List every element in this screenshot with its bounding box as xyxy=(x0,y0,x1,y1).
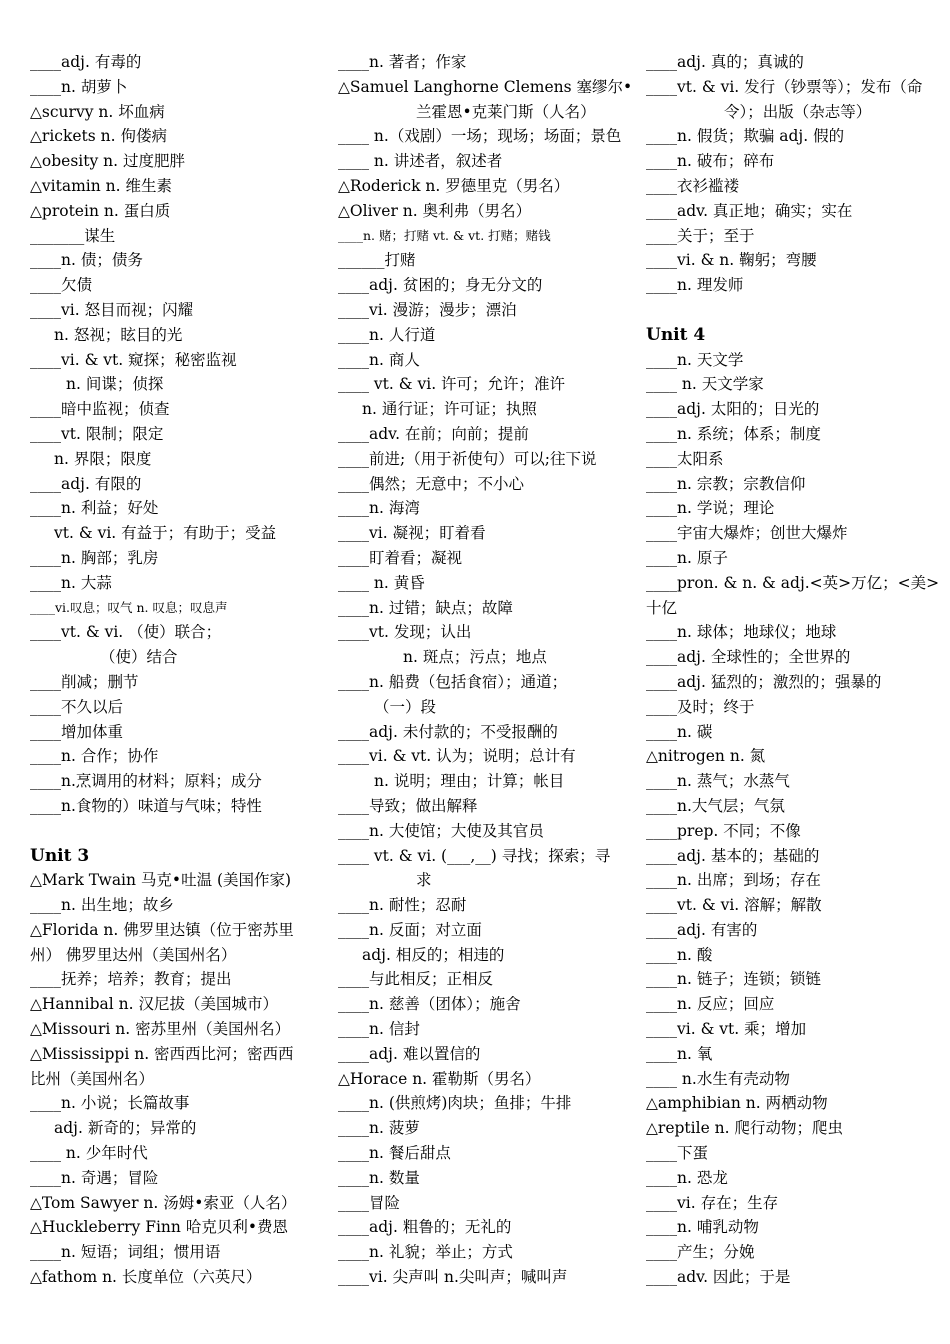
vocab-line: ____n. 海湾 xyxy=(338,499,420,518)
vocab-line: △reptile n. 爬行动物；爬虫 xyxy=(646,1119,844,1138)
vocab-line: ____n. 赌；打赌 vt. & vt. 打赌；赌钱 xyxy=(338,227,551,243)
vocab-line: n. 通行证；许可证；执照 xyxy=(362,400,537,419)
vocab-line: △Samuel Langhorne Clemens 塞缪尔• xyxy=(338,77,633,96)
vocab-line: ____vi. & vt. 乘；增加 xyxy=(646,1020,807,1039)
vocab-line: vt. & vi. 有益于；有助于；受益 xyxy=(54,524,277,543)
vocab-line: ____n. 破布；碎布 xyxy=(646,152,775,171)
vocab-line: ____n. 出席；到场；存在 xyxy=(646,871,821,890)
vocab-line: ______打赌 xyxy=(338,251,416,270)
vocab-line: ____vt. 限制；限定 xyxy=(30,424,164,443)
vocab-line: ____前进;（用于祈使句）可以;往下说 xyxy=(338,449,597,468)
vocab-line: ____偶然；无意中；不小心 xyxy=(338,474,525,493)
vocab-line: _______谋生 xyxy=(30,226,116,245)
vocab-line: ____暗中监视；侦查 xyxy=(30,400,170,419)
vocab-line: ____n. 氧 xyxy=(646,1044,713,1063)
vocab-line: n. 界限；限度 xyxy=(54,449,152,468)
vocab-line: ____n. 反面；对立面 xyxy=(338,920,482,939)
blank-line xyxy=(646,298,931,323)
vocab-line: ____vi.叹息；叹气 n. 叹息；叹息声 xyxy=(30,599,228,615)
vocab-line: ____adj. 全球性的；全世界的 xyxy=(646,648,851,667)
vocab-line: ____n. 胡萝卜 xyxy=(30,77,128,96)
vocab-line: ____宇宙大爆炸；创世大爆炸 xyxy=(646,524,848,543)
vocab-line: n. 说明；理由；计算；帐目 xyxy=(374,772,565,791)
unit-heading: Unit 4 xyxy=(646,324,706,345)
vocab-line: ____vi. & vt. 窥探；秘密监视 xyxy=(30,350,237,369)
vocab-line: ____adj. 基本的；基础的 xyxy=(646,846,820,865)
vocab-line: ____n. (供煎烤)肉块；鱼排；牛排 xyxy=(338,1094,572,1113)
vocab-line: ____ n. 天文学家 xyxy=(646,375,764,394)
vocab-line: 兰霍恩•克莱门斯（人名） xyxy=(416,102,596,121)
vocab-line: ____ n. 黄昏 xyxy=(338,573,425,592)
vocab-line: ____vt. & vi. 发行（钞票等）；发布（命 xyxy=(646,77,923,96)
vocab-line: ____n. 假货；欺骗 adj. 假的 xyxy=(646,127,845,146)
vocab-line: ____n. 哺乳动物 xyxy=(646,1218,759,1237)
vocab-line: ____n. 菠萝 xyxy=(338,1119,420,1138)
vocab-line: ____vt. & vi. （使）联合； xyxy=(30,623,222,642)
vocab-line: ____ vt. & vi. (___,__) 寻找；探索；寻 xyxy=(338,846,611,865)
vocab-line: （使）结合 xyxy=(100,648,178,667)
vocab-line: ____n. 信封 xyxy=(338,1020,420,1039)
vocab-line: ____adj. 难以置信的 xyxy=(338,1044,481,1063)
vocab-line: n. 斑点；污点；地点 xyxy=(403,648,547,667)
vocab-line: ____n. 恐龙 xyxy=(646,1168,728,1187)
vocab-line: ____vt. 发现；认出 xyxy=(338,623,472,642)
vocab-line: △Horace n. 霍勒斯（男名） xyxy=(338,1069,541,1088)
vocab-line: ____n. 碳 xyxy=(646,722,713,741)
vocab-line: ____n. 船费（包括食宿）；通道； xyxy=(338,672,568,691)
vocab-line: ____ n. 讲述者，叙述者 xyxy=(338,152,503,171)
vocab-line: ____n.大气层；气氛 xyxy=(646,796,785,815)
vocab-line: ____adj. 粗鲁的；无礼的 xyxy=(338,1218,512,1237)
vocab-line: △Hannibal n. 汉尼拔（美国城市） xyxy=(30,995,278,1014)
vocab-line: ____关于；至于 xyxy=(646,226,755,245)
vocab-line: ____adj. 真的；真诚的 xyxy=(646,53,804,71)
vocab-line: adj. 新奇的；异常的 xyxy=(54,1119,197,1138)
vocab-line: ____n. 学说；理论 xyxy=(646,499,775,518)
vocab-line: ____削减；删节 xyxy=(30,672,139,691)
vocab-line: ____ n.水生有壳动物 xyxy=(646,1069,790,1088)
vocab-line: ____adj. 贫困的；身无分文的 xyxy=(338,276,543,295)
vocab-line: ____n.食物的）味道与气味；特性 xyxy=(30,796,262,815)
vocab-line: ____ vt. & vi. 许可；允许；准许 xyxy=(338,375,566,394)
vocab-line: ____抚养；培养；教育；提出 xyxy=(30,970,232,989)
vocab-line: ____vi. 尖声叫 n.尖叫声；喊叫声 xyxy=(338,1268,568,1287)
vocab-line: ____vi. 存在；生存 xyxy=(646,1193,779,1212)
vocab-line: △scurvy n. 坏血病 xyxy=(30,102,165,121)
vocab-line: ____n. 数量 xyxy=(338,1168,420,1187)
vocab-line: ____及时；终于 xyxy=(646,697,755,716)
vocab-line: △amphibian n. 两栖动物 xyxy=(646,1094,828,1113)
vocab-line: ____衣衫褴褛 xyxy=(646,176,740,195)
vocab-line: 比州（美国州名） xyxy=(30,1069,155,1088)
vocab-line: △nitrogen n. 氮 xyxy=(646,747,766,766)
vocab-line: ____n. 球体；地球仪；地球 xyxy=(646,623,837,642)
vocab-line: ____n. 链子；连锁；锁链 xyxy=(646,970,821,989)
vocab-line: △protein n. 蛋白质 xyxy=(30,201,171,220)
vocab-column-2 xyxy=(338,50,633,1290)
vocab-line: ____ n.（戏剧）一场；现场；场面；景色 xyxy=(338,127,622,146)
vocab-line: adj. 相反的；相违的 xyxy=(362,945,505,964)
vocab-line: ____n. 餐后甜点 xyxy=(338,1144,451,1163)
vocab-line: ____n. 慈善（团体）；施舍 xyxy=(338,995,521,1014)
vocab-line: 州） 佛罗里达州（美国州名） xyxy=(30,945,237,964)
vocab-line: ____n. 利益；好处 xyxy=(30,499,159,518)
vocab-line: ____n. 天文学 xyxy=(646,350,744,369)
vocab-line: ____pron. & n. & adj.<英>万亿；<美> xyxy=(646,573,940,592)
vocab-line: ____adj. 有害的 xyxy=(646,920,758,939)
vocab-line: ____n. 债；债务 xyxy=(30,251,143,270)
vocab-line: ____不久以后 xyxy=(30,697,124,716)
vocab-line: 十亿 xyxy=(646,598,678,617)
vocab-line: 求 xyxy=(416,871,432,890)
unit-heading: Unit 3 xyxy=(30,845,90,866)
vocab-line: ____n. 理发师 xyxy=(646,276,744,295)
vocab-line: ____增加体重 xyxy=(30,722,124,741)
vocab-line: ____prep. 不同；不像 xyxy=(646,821,801,840)
vocab-line: n. 间谍；侦探 xyxy=(66,375,164,394)
vocab-column-3 xyxy=(646,50,940,1290)
vocab-line: △Tom Sawyer n. 汤姆•索亚（人名） xyxy=(30,1193,297,1212)
vocab-line: ____adv. 真正地；确实；实在 xyxy=(646,201,853,220)
vocab-line: ____adv. 在前；向前；提前 xyxy=(338,424,529,443)
vocab-line: ____vt. & vi. 溶解；解散 xyxy=(646,896,822,915)
vocab-line: ____adj. 未付款的；不受报酬的 xyxy=(338,722,558,741)
vocab-line: ____vi. & vt. 认为；说明；总计有 xyxy=(338,747,576,766)
blank-line xyxy=(30,819,315,844)
vocab-line: △Mississippi n. 密西西比河；密西西 xyxy=(30,1044,294,1063)
vocab-line: 令）；出版（杂志等） xyxy=(724,102,872,121)
vocab-line: ____adj. 太阳的；日光的 xyxy=(646,400,820,419)
vocab-line: ____n. 过错；缺点；故障 xyxy=(338,598,513,617)
vocab-line: ____太阳系 xyxy=(646,449,724,468)
vocab-line: n. 怒视；眩目的光 xyxy=(54,325,183,344)
vocab-line: ____n. 奇遇；冒险 xyxy=(30,1168,159,1187)
vocab-line: △rickets n. 佝偻病 xyxy=(30,127,167,146)
vocab-line: △Missouri n. 密苏里州（美国州名） xyxy=(30,1020,291,1039)
vocab-line: △Roderick n. 罗德里克（男名） xyxy=(338,176,570,195)
vocab-line: ____ n. 少年时代 xyxy=(30,1144,148,1163)
vocab-line: △fathom n. 长度单位（六英尺） xyxy=(30,1268,262,1287)
vocab-line: ____n. 原子 xyxy=(646,548,728,567)
vocab-line: ____产生；分娩 xyxy=(646,1243,755,1262)
vocab-line: ____adj. 猛烈的；激烈的；强暴的 xyxy=(646,672,882,691)
vocab-column-1 xyxy=(30,50,315,1290)
vocab-line: ____adj. 有毒的 xyxy=(30,53,142,71)
vocab-line: ____n.烹调用的材料；原料；成分 xyxy=(30,772,262,791)
vocab-line: ____与此相反；正相反 xyxy=(338,970,494,989)
vocab-line: ____vi. & n. 鞠躬；弯腰 xyxy=(646,251,817,270)
vocab-line: ____n. 商人 xyxy=(338,350,420,369)
vocab-line: △obesity n. 过度肥胖 xyxy=(30,152,186,171)
vocab-line: △Oliver n. 奥利弗（男名） xyxy=(338,201,532,220)
vocab-line: ____欠债 xyxy=(30,276,93,295)
vocab-line: ____冒险 xyxy=(338,1193,401,1212)
vocab-line: ____n. 大蒜 xyxy=(30,573,112,592)
vocab-line: ____n. 人行道 xyxy=(338,325,436,344)
vocab-line: ____vi. 凝视；盯着看 xyxy=(338,524,486,543)
vocab-line: ____n. 出生地；故乡 xyxy=(30,896,174,915)
vocab-line: ____n. 系统；体系；制度 xyxy=(646,424,821,443)
vocab-line: ____导致；做出解释 xyxy=(338,796,478,815)
vocab-line: ____n. 短语；词组；惯用语 xyxy=(30,1243,221,1262)
vocab-line: ____adj. 有限的 xyxy=(30,474,142,493)
vocab-line: ____n. 耐性；忍耐 xyxy=(338,896,467,915)
vocab-line: ____n. 胸部；乳房 xyxy=(30,548,159,567)
vocab-line: ____n. 宗教；宗教信仰 xyxy=(646,474,806,493)
vocab-line: ____n. 反应；回应 xyxy=(646,995,775,1014)
vocab-line: ____盯着看；凝视 xyxy=(338,548,463,567)
vocab-line: （一）段 xyxy=(374,697,437,716)
vocab-line: △Huckleberry Finn 哈克贝利•费恩 xyxy=(30,1218,288,1237)
vocab-line: ____n. 酸 xyxy=(646,945,713,964)
vocab-line: △Florida n. 佛罗里达镇（位于密苏里 xyxy=(30,920,294,939)
vocab-line: ____n. 大使馆；大使及其官员 xyxy=(338,821,544,840)
vocab-line: ____n. 合作；协作 xyxy=(30,747,159,766)
vocab-line: ____n. 著者；作家 xyxy=(338,53,467,71)
vocab-line: ____vi. 怒目而视；闪耀 xyxy=(30,300,194,319)
vocab-line: ____n. 蒸气；水蒸气 xyxy=(646,772,790,791)
vocab-line: ____n. 礼貌；举止；方式 xyxy=(338,1243,513,1262)
vocab-line: ____vi. 漫游；漫步；漂泊 xyxy=(338,300,517,319)
vocab-line: ____n. 小说；长篇故事 xyxy=(30,1094,190,1113)
vocab-line: △Mark Twain 马克•吐温 (美国作家) xyxy=(30,871,292,890)
vocab-line: ____下蛋 xyxy=(646,1144,709,1163)
vocab-line: ____adv. 因此；于是 xyxy=(646,1268,791,1287)
vocab-line: △vitamin n. 维生素 xyxy=(30,176,173,195)
